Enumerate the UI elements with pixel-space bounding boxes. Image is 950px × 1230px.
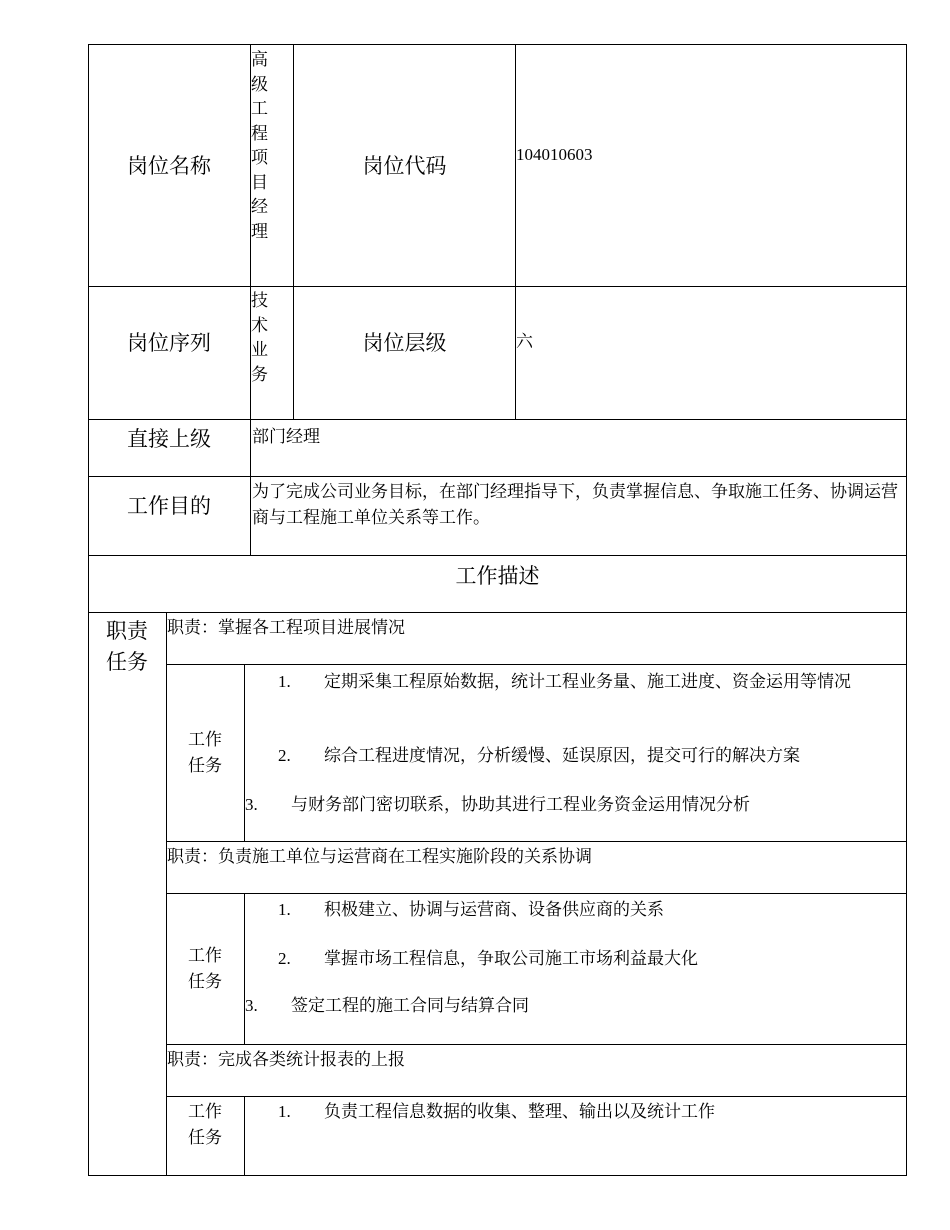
task-label: 工作任务 bbox=[188, 730, 222, 775]
position-level-value: 六 bbox=[516, 332, 533, 351]
purpose-label: 工作目的 bbox=[127, 494, 211, 518]
task-item bbox=[245, 792, 750, 818]
task-text: 综合工程进度情况，分析缓慢、延误原因，提交可行的解决方案 bbox=[324, 746, 800, 765]
row-divider bbox=[166, 1044, 907, 1045]
task-text: 掌握市场工程信息，争取公司施工市场利益最大化 bbox=[324, 949, 698, 968]
row-divider bbox=[166, 841, 907, 842]
task-item bbox=[245, 993, 529, 1019]
position-code-label: 岗位代码 bbox=[362, 154, 447, 178]
task-label: 工作任务 bbox=[188, 1102, 222, 1147]
task-text: 负责工程信息数据的收集、整理、输出以及统计工作 bbox=[324, 1102, 715, 1121]
task-item bbox=[278, 669, 888, 695]
task-number: 1. bbox=[278, 900, 291, 919]
task-number: 3. bbox=[245, 996, 258, 1015]
position-series-label: 岗位序列 bbox=[127, 331, 211, 355]
task-text: 定期采集工程原始数据，统计工程业务量、施工进度、资金运用等情况 bbox=[324, 672, 851, 691]
position-name-label: 岗位名称 bbox=[127, 154, 211, 178]
task-item bbox=[278, 1099, 715, 1125]
task-item bbox=[278, 743, 800, 769]
duty-title: 职责：完成各类统计报表的上报 bbox=[167, 1050, 405, 1069]
task-text: 与财务部门密切联系，协助其进行工程业务资金运用情况分析 bbox=[291, 795, 750, 814]
superior-value: 部门经理 bbox=[252, 427, 320, 446]
task-item bbox=[278, 897, 664, 923]
duties-label: 职责任务 bbox=[106, 619, 148, 674]
column-divider bbox=[515, 44, 516, 420]
row-divider bbox=[88, 612, 907, 613]
row-divider bbox=[166, 664, 907, 665]
task-number: 1. bbox=[278, 1102, 291, 1121]
purpose-value: 为了完成公司业务目标，在部门经理指导下，负责掌握信息、争取施工任务、协调运营商与工程施工单位关系等工作。 bbox=[252, 482, 898, 527]
superior-label: 直接上级 bbox=[127, 427, 211, 451]
row-divider bbox=[166, 893, 907, 894]
task-text: 签定工程的施工合同与结算合同 bbox=[291, 996, 529, 1015]
column-divider bbox=[244, 1096, 245, 1176]
duty-title: 职责：负责施工单位与运营商在工程实施阶段的关系协调 bbox=[167, 847, 592, 866]
column-divider bbox=[244, 893, 245, 1045]
work-description-title: 工作描述 bbox=[455, 564, 540, 588]
position-series-value: 技术业务 bbox=[251, 291, 268, 384]
task-number: 2. bbox=[278, 949, 291, 968]
position-level-label: 岗位层级 bbox=[362, 331, 447, 355]
position-name-value: 高级工程项目经理 bbox=[251, 50, 268, 241]
duty-title: 职责：掌握各工程项目进展情况 bbox=[167, 618, 405, 637]
task-label: 工作任务 bbox=[188, 946, 222, 991]
task-number: 1. bbox=[278, 672, 291, 691]
row-divider bbox=[166, 1096, 907, 1097]
position-code-value: 104010603 bbox=[516, 145, 593, 164]
task-item bbox=[278, 946, 698, 972]
task-text: 积极建立、协调与运营商、设备供应商的关系 bbox=[324, 900, 664, 919]
task-number: 2. bbox=[278, 746, 291, 765]
task-number: 3. bbox=[245, 795, 258, 814]
